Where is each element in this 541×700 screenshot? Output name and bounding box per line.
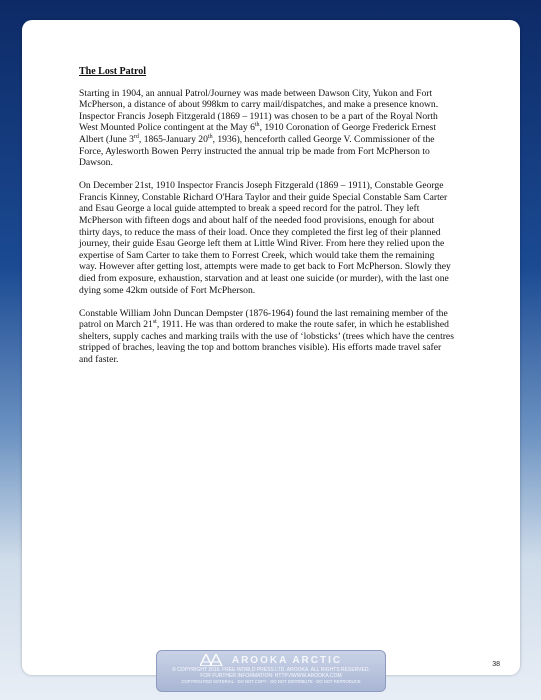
brand-name: AROOKA ARCTIC	[231, 654, 343, 666]
page-title: The Lost Patrol	[79, 66, 147, 77]
document-body	[79, 66, 454, 377]
footer-banner	[156, 650, 386, 692]
page-number: 38	[492, 661, 500, 668]
footer-brand	[157, 653, 385, 667]
document-page	[22, 20, 520, 675]
paragraph-1: Starting in 1904, an annual Patrol/Journey was made between Dawson City, Yukon and Fort McPherson, a distance of about 998km to carry mail/dispatches, and make a presence known. Inspector Francis Joseph Fitzgerald (1869 – 1911) was chosen to be a part of the Royal North West Mounted Police contingent at the May 6th, 1910 Coronation of George Frederick Ernest Albert (June 3rd, 1865-January 20th, 1936), henceforth called George V. Commissioner of the Force, Aylesworth Bowen Perry instructed the annual trip be made from Fort McPherson to Dawson.	[79, 87, 439, 169]
paragraph-2: On December 21st, 1910 Inspector Francis Joseph Fitzgerald (1869 – 1911), Constable George Francis Kinney, Constable Richard O'Hara Taylor and their guide Special Constable Sam Carter and Esau George a local guide attempted to break a speed record for the patrol. They left McPherson with fifteen dogs and about half of the needed food provisions, enough for about thirty days, to reduce the mass of their load. Once they completed the first leg of their planned journey, their guide Esau George left them at Little Wind River. From here they relied upon the expertise of Sam Carter to take them to Forrest Creek, which would take them the remaining way. However after getting lost, attempts were made to get back to Fort McPherson. Slowly they died from exposure, exhaustion, starvation and at least one suicide (or murder), with the last one dying some 42km outside of Fort McPherson.	[79, 180, 451, 296]
footer-notice: COPYRIGHTED MATERIAL · DO NOT COPY · DO NOT DISTRIBUTE · DO NOT REPRODUCE	[181, 679, 361, 684]
arooka-logo-icon	[200, 654, 226, 666]
footer-info-link[interactable]: FOR FURTHER INFORMATION: HTTP://WWW.AROOKA.COM	[200, 673, 342, 679]
paragraph-3: Constable William John Duncan Dempster (1876-1964) found the last remaining member of the patrol on March 21st, 1911. He was than ordered to make the route safer, in which he established shelters, supply caches and marking trails with the use of ‘lobsticks’ (trees which have the centres stripped of braches, leaving the top and bottom branches visible). His efforts made travel safer and faster.	[79, 307, 454, 366]
footer-copyright: © COPYRIGHT 2016. FREE WORLD PRESS LTD. AROOKA. ALL RIGHTS RESERVED.	[172, 667, 370, 673]
